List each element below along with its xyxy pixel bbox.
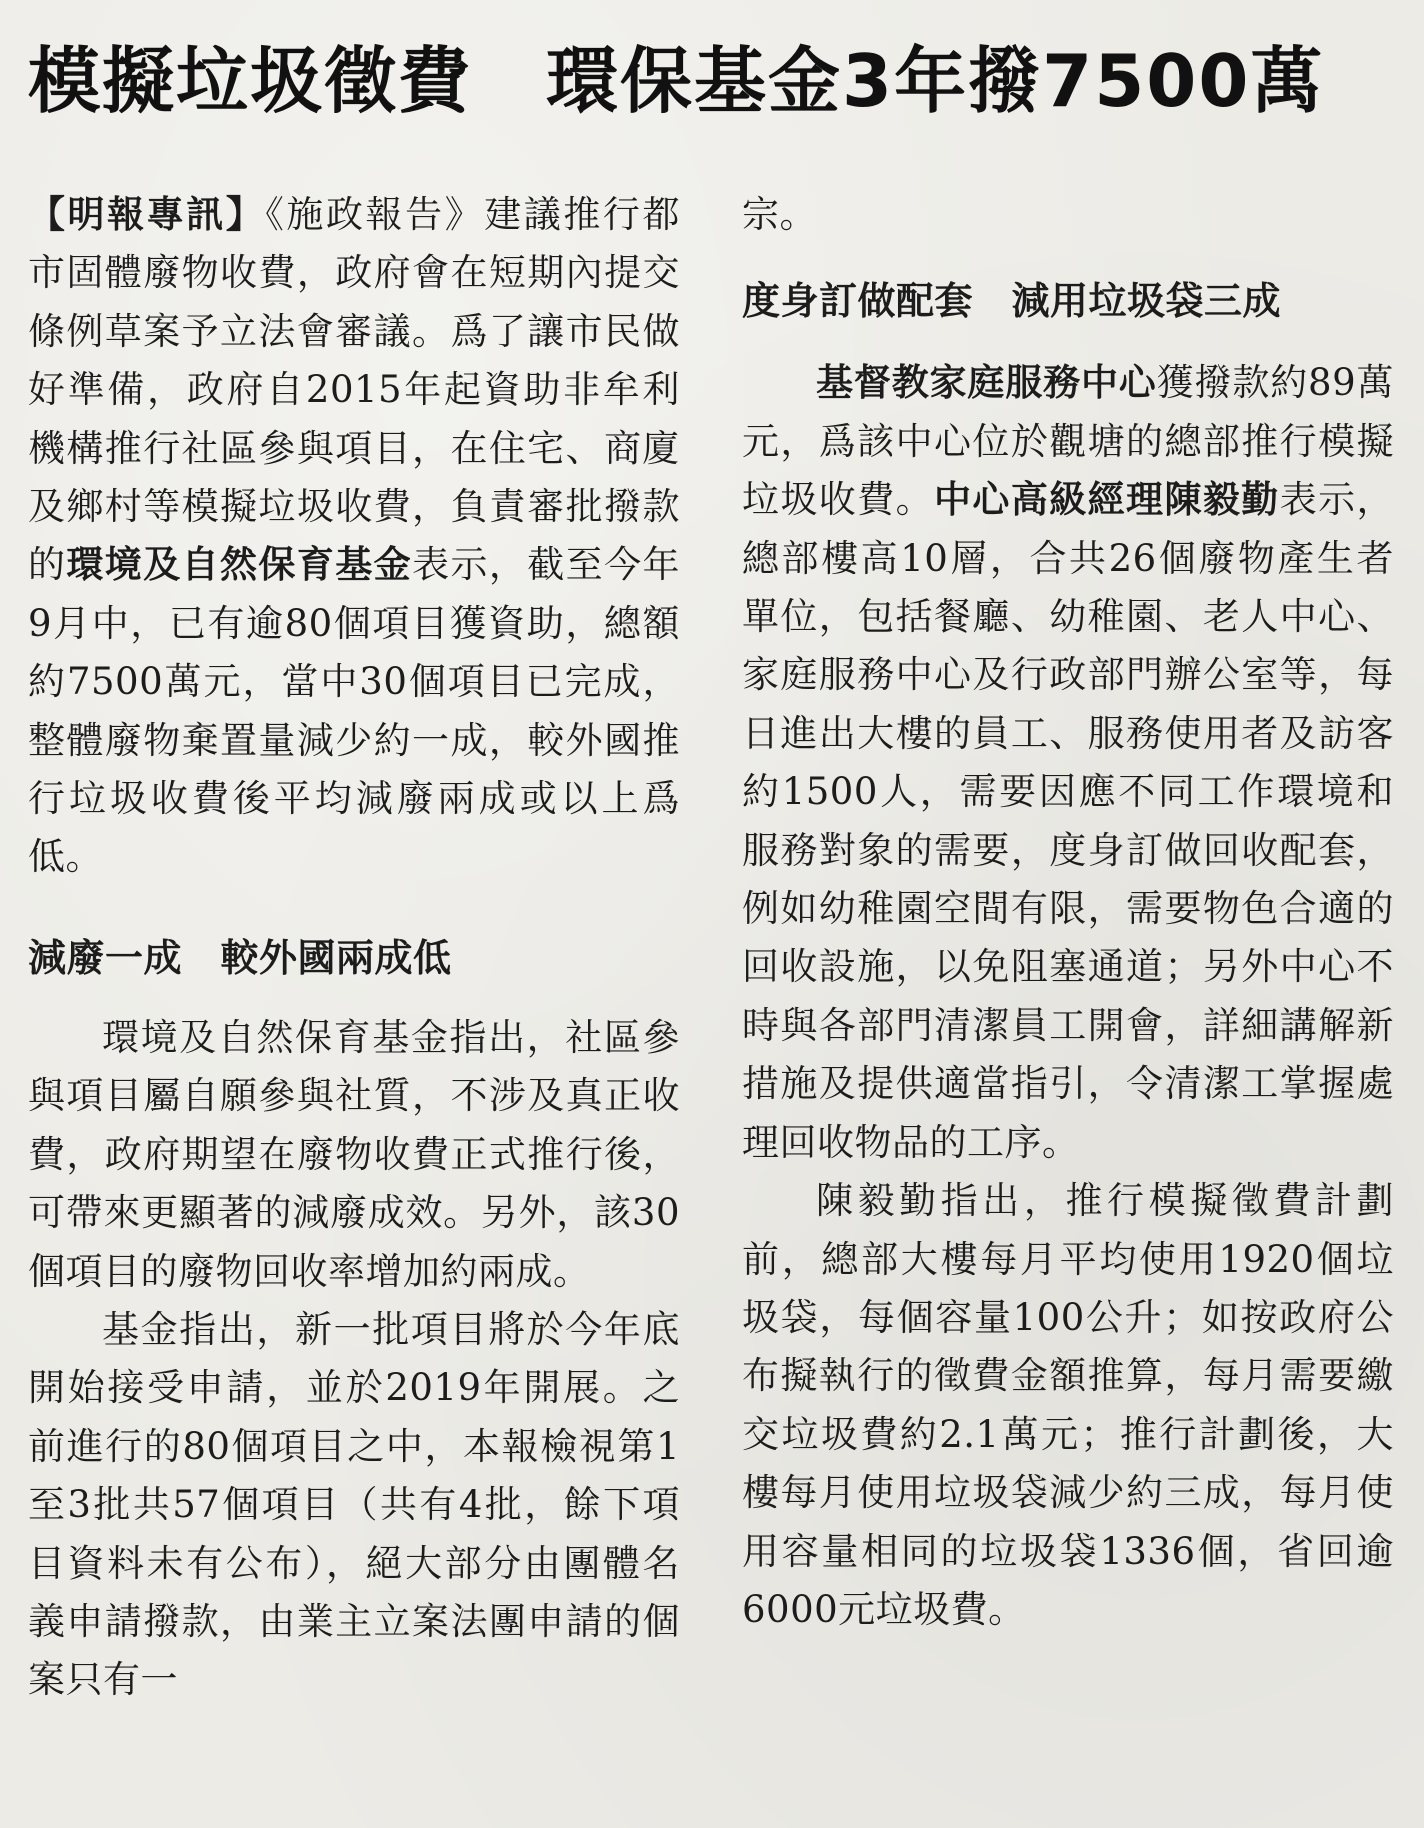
paragraph-continuation: 宗。 [742, 193, 817, 236]
manager-name: 中心高級經理陳毅勤 [934, 478, 1280, 522]
paragraph-intro [28, 186, 680, 887]
news-source-tag: 【明報專訊】 [28, 193, 266, 236]
paragraph-centre [742, 354, 1394, 1172]
headline: 模擬垃圾徵費 環保基金3年撥7500萬 [28, 39, 1325, 123]
intro-text-2: 表示，截至今年9月中，已有逾80個項目獲資助，總額約7500萬元，當中30個項目已完成，整體廢物棄置量減少約一成，較外國推行垃圾收費後平均減廢兩成或以上爲低。 [28, 543, 680, 879]
subheading-reduction: 減廢一成 較外國兩成低 [28, 935, 452, 980]
centre-text-2: 表示，總部樓高10層，合共26個廢物產生者單位，包括餐廳、幼稚園、老人中心、家庭服務中心及行政部門辦公室等，每日進出大樓的員工、服務使用者及訪客約1500人，需要因應不同工作環境和服務對象的需要，度身訂做回收配套，例如幼稚園空間有限，需要物色合適的回收設施，以免阻塞通道；另外中心不時與各部門清潔員工開會，詳細講解新措施及提供適當指引，令清潔工掌握處理回收物品的工序。 [742, 478, 1394, 1164]
article-column-right [742, 186, 1394, 1639]
subheading-tailored: 度身訂做配套 減用垃圾袋三成 [742, 279, 1282, 324]
article-column-left [28, 186, 680, 1710]
fund-name: 環境及自然保育基金 [66, 543, 413, 587]
centre-text-1: 獲撥款約89萬元，爲該中心位於觀塘的總部推行模擬垃圾收費。 [742, 361, 1394, 522]
paragraph-voluntary: 環境及自然保育基金指出，社區參與項目屬自願參與社質，不涉及真正收費，政府期望在廢物收費正式推行後，可帶來更顯著的減廢成效。另外，該30個項目的廢物回收率增加約兩成。 [28, 1015, 680, 1293]
paragraph-new-batch: 基金指出，新一批項目將於今年底開始接受申請，並於2019年開展。之前進行的80個項目之中，本報檢視第1至3批共57個項目（共有4批，餘下項目資料未有公布），絕大部分由團體名義申請撥款，由業主立案法團申請的個案只有一 [28, 1307, 680, 1702]
centre-name: 基督教家庭服務中心 [816, 361, 1157, 405]
paragraph-bag-usage: 陳毅勤指出，推行模擬徵費計劃前，總部大樓每月平均使用1920個垃圾袋，每個容量100公升；如按政府公布擬執行的徵費金額推算，每月需要繳交垃圾費約2.1萬元；推行計劃後，大樓每月使用垃圾袋減少約三成，每月使用容量相同的垃圾袋1336個，省回逾6000元垃圾費。 [742, 1179, 1394, 1631]
intro-text-1: 《施政報告》建議推行都市固體廢物收費，政府會在短期內提交條例草案予立法會審議。爲了讓市民做好準備，政府自2015年起資助非牟利機構推行社區參與項目，在住宅、商廈及鄉村等模擬垃圾收費，負責審批撥款的 [28, 193, 680, 587]
